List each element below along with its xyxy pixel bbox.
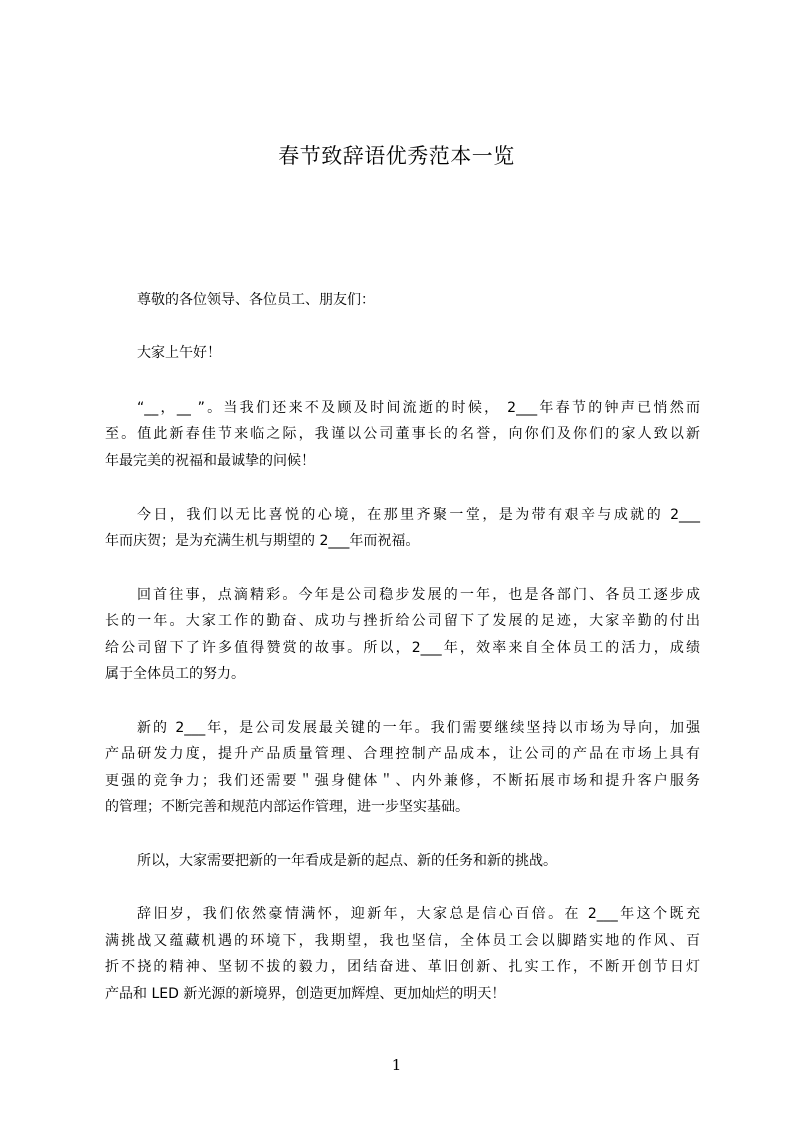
paragraph-line: 回首往事，点滴精彩。今年是公司稳步发展的一年，也是各部门、各员工逐步成 — [137, 587, 700, 603]
paragraph-line: 属于全体员工的努力。 — [105, 666, 245, 682]
salutation-line: 大家上午好！ — [137, 345, 221, 361]
document-title: 春节致辞语优秀范本一览 — [278, 144, 515, 168]
paragraph-line: 产品研发力度，提升产品质量管理、合理控制产品成本，让公司的产品在市场上具有 — [105, 746, 700, 762]
paragraph-line: 年而庆贺；是为充满生机与期望的 2___年而祝福。 — [105, 533, 420, 549]
paragraph-line: 辞旧岁，我们依然豪情满怀，迎新年，大家总是信心百倍。在 2___年这个既充 — [137, 906, 700, 922]
paragraph-line: 给公司留下了许多值得赞赏的故事。所以，2___年，效率来自全体员工的活力，成绩 — [105, 640, 700, 656]
page-number: 1 — [391, 1056, 402, 1074]
greeting-line: 尊敬的各位领导、各位员工、朋友们： — [137, 292, 375, 308]
paragraph-line: 满挑战又蕴藏机遇的环境下，我期望，我也坚信，全体员工会以脚踏实地的作风、百 — [105, 933, 700, 949]
paragraph-line: 产品和 LED 新光源的新境界，创造更加辉煌、更加灿烂的明天！ — [105, 986, 506, 1002]
paragraph-line: 更强的竞争力；我们还需要＂强身健体＂、内外兼修，不断拓展市场和提升客户服务 — [105, 773, 700, 789]
paragraph-line: 折不挠的精神、坚韧不拔的毅力，团结奋进、革旧创新、扎实工作，不断开创节日灯 — [105, 959, 700, 975]
paragraph-line: 年最完美的祝福和最诚挚的问候！ — [105, 453, 315, 469]
paragraph-line: 的管理；不断完善和规范内部运作管理，进一步坚实基础。 — [105, 799, 469, 815]
paragraph-line: 至。值此新春佳节来临之际，我谨以公司董事长的名誉，向你们及你们的家人致以新 — [105, 426, 700, 442]
paragraph-line: 新的 2___年，是公司发展最关键的一年。我们需要继续坚持以市场为导向，加强 — [137, 720, 700, 736]
paragraph-line: 长的一年。大家工作的勤奋、成功与挫折给公司留下了发展的足迹，大家辛勤的付出 — [105, 613, 700, 629]
paragraph-line: 所以，大家需要把新的一年看成是新的起点、新的任务和新的挑战。 — [137, 853, 557, 869]
paragraph-line: “__，__ ”。当我们还来不及顾及时间流逝的时候， 2___年春节的钟声已悄然而 — [137, 400, 700, 416]
paragraph-line: 今日，我们以无比喜悦的心境，在那里齐聚一堂，是为带有艰辛与成就的 2___ — [137, 507, 700, 523]
